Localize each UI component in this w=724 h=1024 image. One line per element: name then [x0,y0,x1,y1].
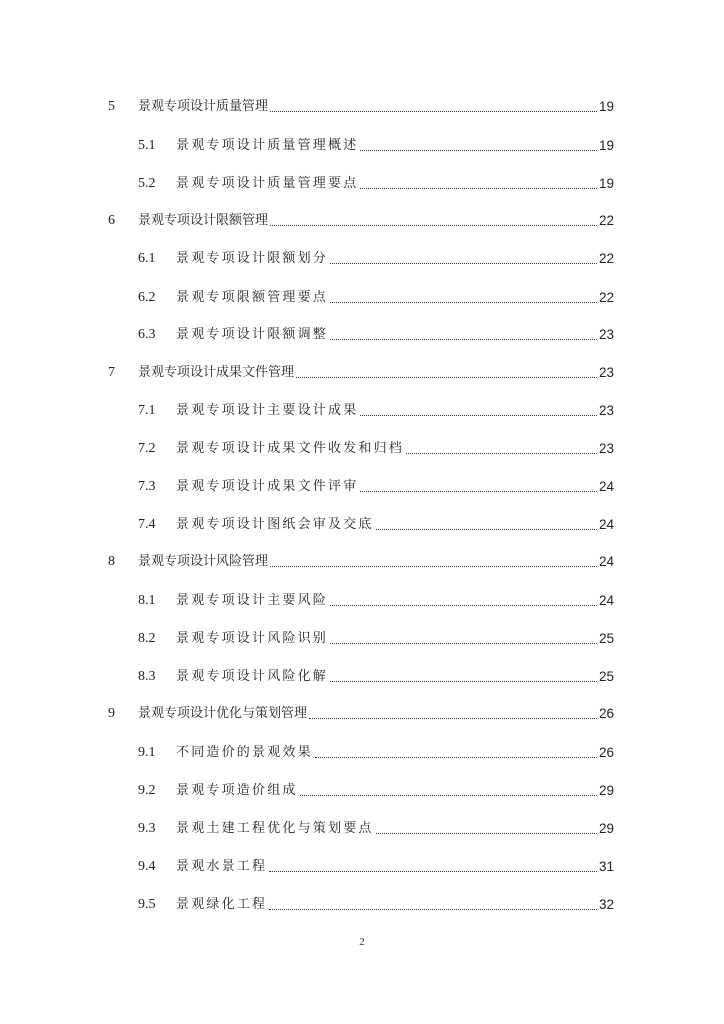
toc-dot-leader [330,681,597,682]
toc-entry-page: 25 [598,631,614,646]
toc-entry-page: 24 [598,593,614,608]
toc-dot-leader [330,263,597,264]
toc-entry[interactable] [108,360,614,382]
toc-entry-number: 7.1 [138,403,156,418]
toc-entry-number: 5.1 [138,138,156,153]
toc-entry-title: 景观水景工程 [176,859,268,874]
toc-entry[interactable] [108,664,614,686]
toc-entry[interactable] [108,740,614,762]
toc-entry-number: 5.2 [138,176,156,191]
toc-entry-title: 景观专项设计主要设计成果 [176,403,359,418]
toc-dot-leader [360,188,597,189]
toc-entry-number: 6.1 [138,251,156,266]
toc-entry[interactable] [108,892,614,914]
toc-dot-leader [406,453,597,454]
toc-dot-leader [269,871,597,872]
page-number: 2 [359,936,365,948]
toc-entry-title: 景观专项设计质量管理概述 [176,138,359,153]
toc-entry[interactable] [108,94,614,116]
toc-dot-leader [270,566,597,567]
toc-entry-title: 景观专项设计限额划分 [176,251,329,266]
toc-entry-number: 9 [108,706,115,721]
toc-entry-page: 23 [598,365,614,380]
toc-entry-title: 景观专项设计风险管理 [138,554,269,569]
toc-entry-page: 22 [598,251,614,266]
toc-entry-page: 19 [598,99,614,114]
toc-entry[interactable] [108,208,614,230]
toc-entry[interactable] [108,816,614,838]
toc-entry-number: 7.4 [138,517,156,532]
toc-dot-leader [360,415,597,416]
toc-entry-title: 景观土建工程优化与策划要点 [176,821,374,836]
toc-entry-title: 景观专项设计质量管理要点 [176,176,359,191]
toc-dot-leader [360,491,597,492]
toc-entry-page: 19 [598,138,614,153]
toc-dot-leader [330,605,597,606]
toc-dot-leader [309,718,597,719]
toc-entry-page: 32 [598,897,614,912]
toc-entry-title: 景观专项设计限额调整 [176,327,329,342]
toc-entry-title: 景观专项设计成果文件评审 [176,479,359,494]
toc-entry-title: 景观专项设计成果文件管理 [138,365,295,380]
toc-entry-title: 景观专项设计风险识别 [176,631,329,646]
toc-entry-page: 25 [598,669,614,684]
toc-entry-page: 29 [598,821,614,836]
toc-dot-leader [360,150,597,151]
toc-entry-page: 24 [598,554,614,569]
toc-entry[interactable] [108,133,614,155]
toc-entry[interactable] [108,701,614,723]
toc-entry-page: 24 [598,479,614,494]
toc-entry-page: 24 [598,517,614,532]
toc-entry-number: 9.4 [138,859,156,874]
toc-entry-number: 8.2 [138,631,156,646]
toc-entry-page: 23 [598,403,614,418]
toc-entry-number: 9.5 [138,897,156,912]
toc-entry-title: 景观专项设计优化与策划管理 [138,706,308,721]
toc-entry-title: 景观专项限额管理要点 [176,290,329,305]
toc-dot-leader [270,111,597,112]
toc-entry[interactable] [108,854,614,876]
toc-entry-number: 9.3 [138,821,156,836]
toc-entry[interactable] [108,474,614,496]
toc-entry-page: 19 [598,176,614,191]
toc-entry-number: 6.3 [138,327,156,342]
toc-dot-leader [296,377,597,378]
toc-entry-page: 26 [598,745,614,760]
toc-entry-page: 22 [598,213,614,228]
toc-entry[interactable] [108,549,614,571]
toc-entry-number: 8.3 [138,669,156,684]
toc-entry-title: 景观专项设计风险化解 [176,669,329,684]
toc-entry-number: 6.2 [138,290,156,305]
toc-entry-number: 9.1 [138,745,156,760]
toc-entry[interactable] [108,398,614,420]
toc-entry-number: 7.3 [138,479,156,494]
toc-entry[interactable] [108,778,614,800]
toc-entry[interactable] [108,436,614,458]
toc-entry-title: 景观专项设计成果文件收发和归档 [176,441,405,456]
toc-dot-leader [376,529,597,530]
toc-dot-leader [330,339,597,340]
toc-entry-page: 26 [598,706,614,721]
toc-entry-title: 景观专项设计图纸会审及交底 [176,517,374,532]
toc-entry-title: 景观绿化工程 [176,897,268,912]
toc-dot-leader [269,909,597,910]
toc-entry[interactable] [108,512,614,534]
toc-entry-number: 8 [108,554,115,569]
toc-entry-number: 7 [108,365,115,380]
toc-dot-leader [315,757,597,758]
toc-entry-page: 31 [598,859,614,874]
toc-dot-leader [300,795,597,796]
toc-entry-page: 23 [598,327,614,342]
toc-entry-page: 22 [598,290,614,305]
toc-entry-title: 不同造价的景观效果 [176,745,313,760]
toc-entry-title: 景观专项设计限额管理 [138,213,269,228]
toc-entry[interactable] [108,171,614,193]
toc-dot-leader [330,302,597,303]
toc-entry[interactable] [108,285,614,307]
toc-entry-number: 6 [108,213,115,228]
toc-entry[interactable] [108,626,614,648]
toc-entry-title: 景观专项设计主要风险 [176,593,329,608]
toc-entry-number: 5 [108,99,115,114]
toc-entry[interactable] [108,246,614,268]
toc-entry[interactable] [108,322,614,344]
toc-entry-title: 景观专项设计质量管理 [138,99,269,114]
toc-entry-title: 景观专项造价组成 [176,783,298,798]
toc-entry-page: 23 [598,441,614,456]
toc-entry-number: 9.2 [138,783,156,798]
toc-entry[interactable] [108,588,614,610]
toc-entry-number: 8.1 [138,593,156,608]
toc-entry-number: 7.2 [138,441,156,456]
toc-dot-leader [270,225,597,226]
toc-dot-leader [330,643,597,644]
toc-entry-page: 29 [598,783,614,798]
toc-dot-leader [376,833,597,834]
